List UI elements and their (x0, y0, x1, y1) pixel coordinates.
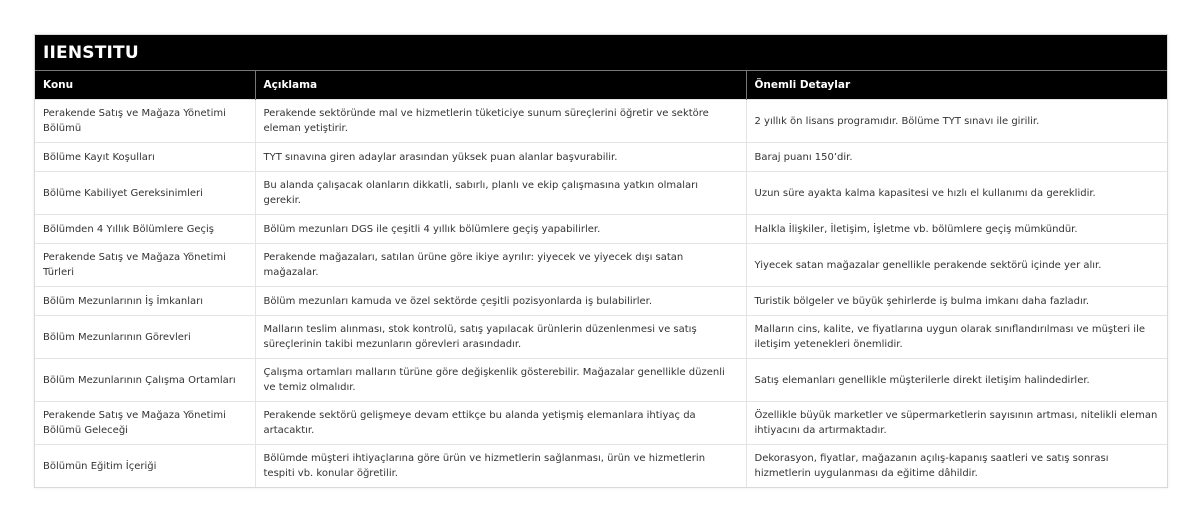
table-row (35, 215, 1167, 244)
table-row (35, 445, 1167, 488)
table-row (35, 143, 1167, 172)
cell-konu: Perakende Satış ve Mağaza Yönetimi Türleri (35, 244, 255, 287)
table-header-row (35, 71, 1167, 100)
cell-detay: Özellikle büyük marketler ve süpermarketlerin sayısının artması, nitelikli eleman ihtiyacını da artırmaktadır. (746, 402, 1167, 445)
cell-detay: Malların cins, kalite, ve fiyatlarına uygun olarak sınıflandırılması ve müşteri ile iletişim yetenekleri önemlidir. (746, 316, 1167, 359)
cell-detay: 2 yıllık ön lisans programıdır. Bölüme TYT sınavı ile girilir. (746, 100, 1167, 143)
cell-detay: Satış elemanları genellikle müşterilerle direkt iletişim halindedirler. (746, 359, 1167, 402)
info-table-container (34, 34, 1168, 488)
cell-detay: Yiyecek satan mağazalar genellikle perakende sektörü içinde yer alır. (746, 244, 1167, 287)
table-row (35, 316, 1167, 359)
cell-konu: Bölüm Mezunlarının Çalışma Ortamları (35, 359, 255, 402)
cell-aciklama: Perakende sektörü gelişmeye devam ettikçe bu alanda yetişmiş elemanlara ihtiyaç da artacaktır. (255, 402, 746, 445)
column-header-aciklama: Açıklama (255, 71, 746, 100)
cell-konu: Bölüme Kabiliyet Gereksinimleri (35, 172, 255, 215)
table-row (35, 244, 1167, 287)
cell-konu: Perakende Satış ve Mağaza Yönetimi Bölümü (35, 100, 255, 143)
cell-aciklama: Çalışma ortamları malların türüne göre değişkenlik gösterebilir. Mağazalar genellikle düzenli ve temiz olmalıdır. (255, 359, 746, 402)
cell-aciklama: Malların teslim alınması, stok kontrolü, satış yapılacak ürünlerin düzenlenmesi ve satış süreçlerinin takibi mezunların görevleri arasındadır. (255, 316, 746, 359)
cell-konu: Bölümden 4 Yıllık Bölümlere Geçiş (35, 215, 255, 244)
cell-detay: Turistik bölgeler ve büyük şehirlerde iş bulma imkanı daha fazladır. (746, 287, 1167, 316)
table-row (35, 172, 1167, 215)
column-header-konu: Konu (35, 71, 255, 100)
info-table (35, 71, 1167, 487)
cell-aciklama: Perakende sektöründe mal ve hizmetlerin tüketiciye sunum süreçlerini öğretir ve sektöre eleman yetiştirir. (255, 100, 746, 143)
cell-detay: Dekorasyon, fiyatlar, mağazanın açılış-kapanış saatleri ve satış sonrası hizmetlerin uygulanması da eğitime dâhildir. (746, 445, 1167, 488)
cell-aciklama: Perakende mağazaları, satılan ürüne göre ikiye ayrılır: yiyecek ve yiyecek dışı satan mağazalar. (255, 244, 746, 287)
table-row (35, 100, 1167, 143)
cell-aciklama: Bu alanda çalışacak olanların dikkatli, sabırlı, planlı ve ekip çalışmasına yatkın olmaları gerekir. (255, 172, 746, 215)
cell-konu: Bölüm Mezunlarının Görevleri (35, 316, 255, 359)
cell-konu: Perakende Satış ve Mağaza Yönetimi Bölümü Geleceği (35, 402, 255, 445)
cell-aciklama: Bölüm mezunları kamuda ve özel sektörde çeşitli pozisyonlarda iş bulabilirler. (255, 287, 746, 316)
cell-aciklama: Bölüm mezunları DGS ile çeşitli 4 yıllık bölümlere geçiş yapabilirler. (255, 215, 746, 244)
table-row (35, 287, 1167, 316)
cell-konu: Bölümün Eğitim İçeriği (35, 445, 255, 488)
cell-detay: Uzun süre ayakta kalma kapasitesi ve hızlı el kullanımı da gereklidir. (746, 172, 1167, 215)
cell-aciklama: Bölümde müşteri ihtiyaçlarına göre ürün ve hizmetlerin sağlanması, ürün ve hizmetlerin tespiti vb. konular öğretilir. (255, 445, 746, 488)
table-row (35, 359, 1167, 402)
cell-aciklama: TYT sınavına giren adaylar arasından yüksek puan alanlar başvurabilir. (255, 143, 746, 172)
column-header-onemli-detaylar: Önemli Detaylar (746, 71, 1167, 100)
cell-konu: Bölüm Mezunlarının İş İmkanları (35, 287, 255, 316)
cell-konu: Bölüme Kayıt Koşulları (35, 143, 255, 172)
brand-title: IIENSTITU (35, 35, 1167, 71)
table-row (35, 402, 1167, 445)
cell-detay: Halkla İlişkiler, İletişim, İşletme vb. bölümlere geçiş mümkündür. (746, 215, 1167, 244)
cell-detay: Baraj puanı 150’dir. (746, 143, 1167, 172)
